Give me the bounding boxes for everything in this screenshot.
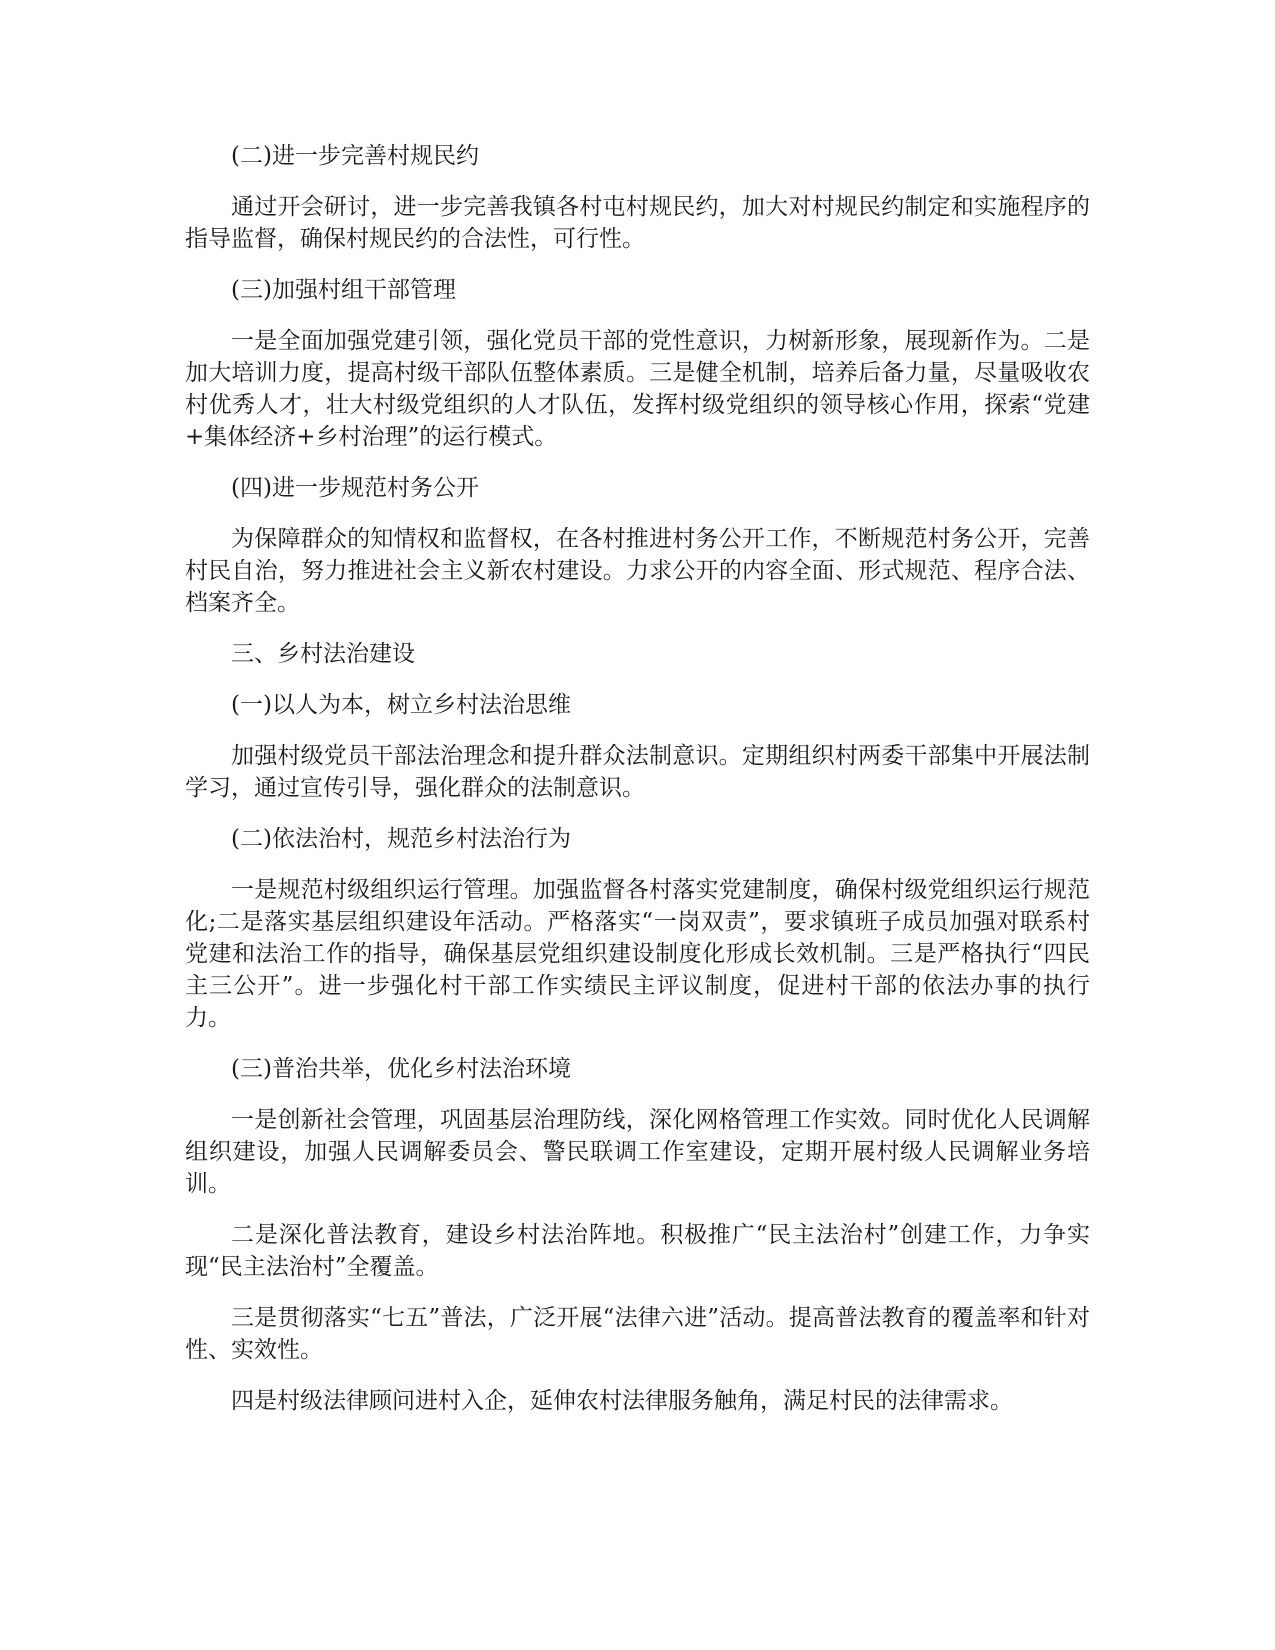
- section-heading: (四)进一步规范村务公开: [231, 475, 479, 501]
- paragraph: 一是规范村级组织运行管理。加强监督各村落实党建制度，确保村级党组织运行规范化;二是落实基层组织建设年活动。严格落实“一岗双责”，要求镇班子成员加强对联系村党建和法治工作的指导，确保基层党组织建设制度化形成长效机制。三是严格执行“四民主三公开”。进一步强化村干部工作实绩民主评议制度，促进村干部的依法办事的执行力。: [185, 877, 1090, 1031]
- section-heading: (二)依法治村，规范乡村法治行为: [231, 826, 571, 852]
- section-heading: (三)加强村组干部管理: [231, 277, 456, 303]
- paragraph: 四是村级法律顾问进村入企，延伸农村法律服务触角，满足村民的法律需求。: [231, 1388, 1013, 1414]
- chapter-heading: 三、乡村法治建设: [231, 641, 415, 667]
- paragraph: 一是创新社会管理，巩固基层治理防线，深化网格管理工作实效。同时优化人民调解组织建设，加强人民调解委员会、警民联调工作室建设，定期开展村级人民调解业务培训。: [185, 1107, 1090, 1197]
- section-heading: (三)普治共举，优化乡村法治环境: [231, 1056, 571, 1082]
- paragraph: 二是深化普法教育，建设乡村法治阵地。积极推广“民主法治村”创建工作，力争实现“民主法治村”全覆盖。: [185, 1222, 1090, 1280]
- paragraph: 三是贯彻落实“七五”普法，广泛开展“法律六进”活动。提高普法教育的覆盖率和针对性、实效性。: [185, 1305, 1090, 1363]
- paragraph: 通过开会研讨，进一步完善我镇各村屯村规民约，加大对村规民约制定和实施程序的指导监督，确保村规民约的合法性，可行性。: [185, 194, 1090, 252]
- paragraph: 一是全面加强党建引领，强化党员干部的党性意识，力树新形象，展现新作为。二是加大培训力度，提高村级干部队伍整体素质。三是健全机制，培养后备力量，尽量吸收农村优秀人才，壮大村级党组织的人才队伍，发挥村级党组织的领导核心作用，探索“党建+集体经济+乡村治理”的运行模式。: [185, 328, 1090, 450]
- paragraph: 为保障群众的知情权和监督权，在各村推进村务公开工作，不断规范村务公开，完善村民自治，努力推进社会主义新农村建设。力求公开的内容全面、形式规范、程序合法、档案齐全。: [185, 526, 1090, 616]
- document-page: [185, 140, 1090, 1436]
- section-heading: (一)以人为本，树立乡村法治思维: [231, 692, 571, 718]
- section-heading: (二)进一步完善村规民约: [231, 143, 479, 169]
- paragraph: 加强村级党员干部法治理念和提升群众法制意识。定期组织村两委干部集中开展法制学习，通过宣传引导，强化群众的法制意识。: [185, 743, 1090, 801]
